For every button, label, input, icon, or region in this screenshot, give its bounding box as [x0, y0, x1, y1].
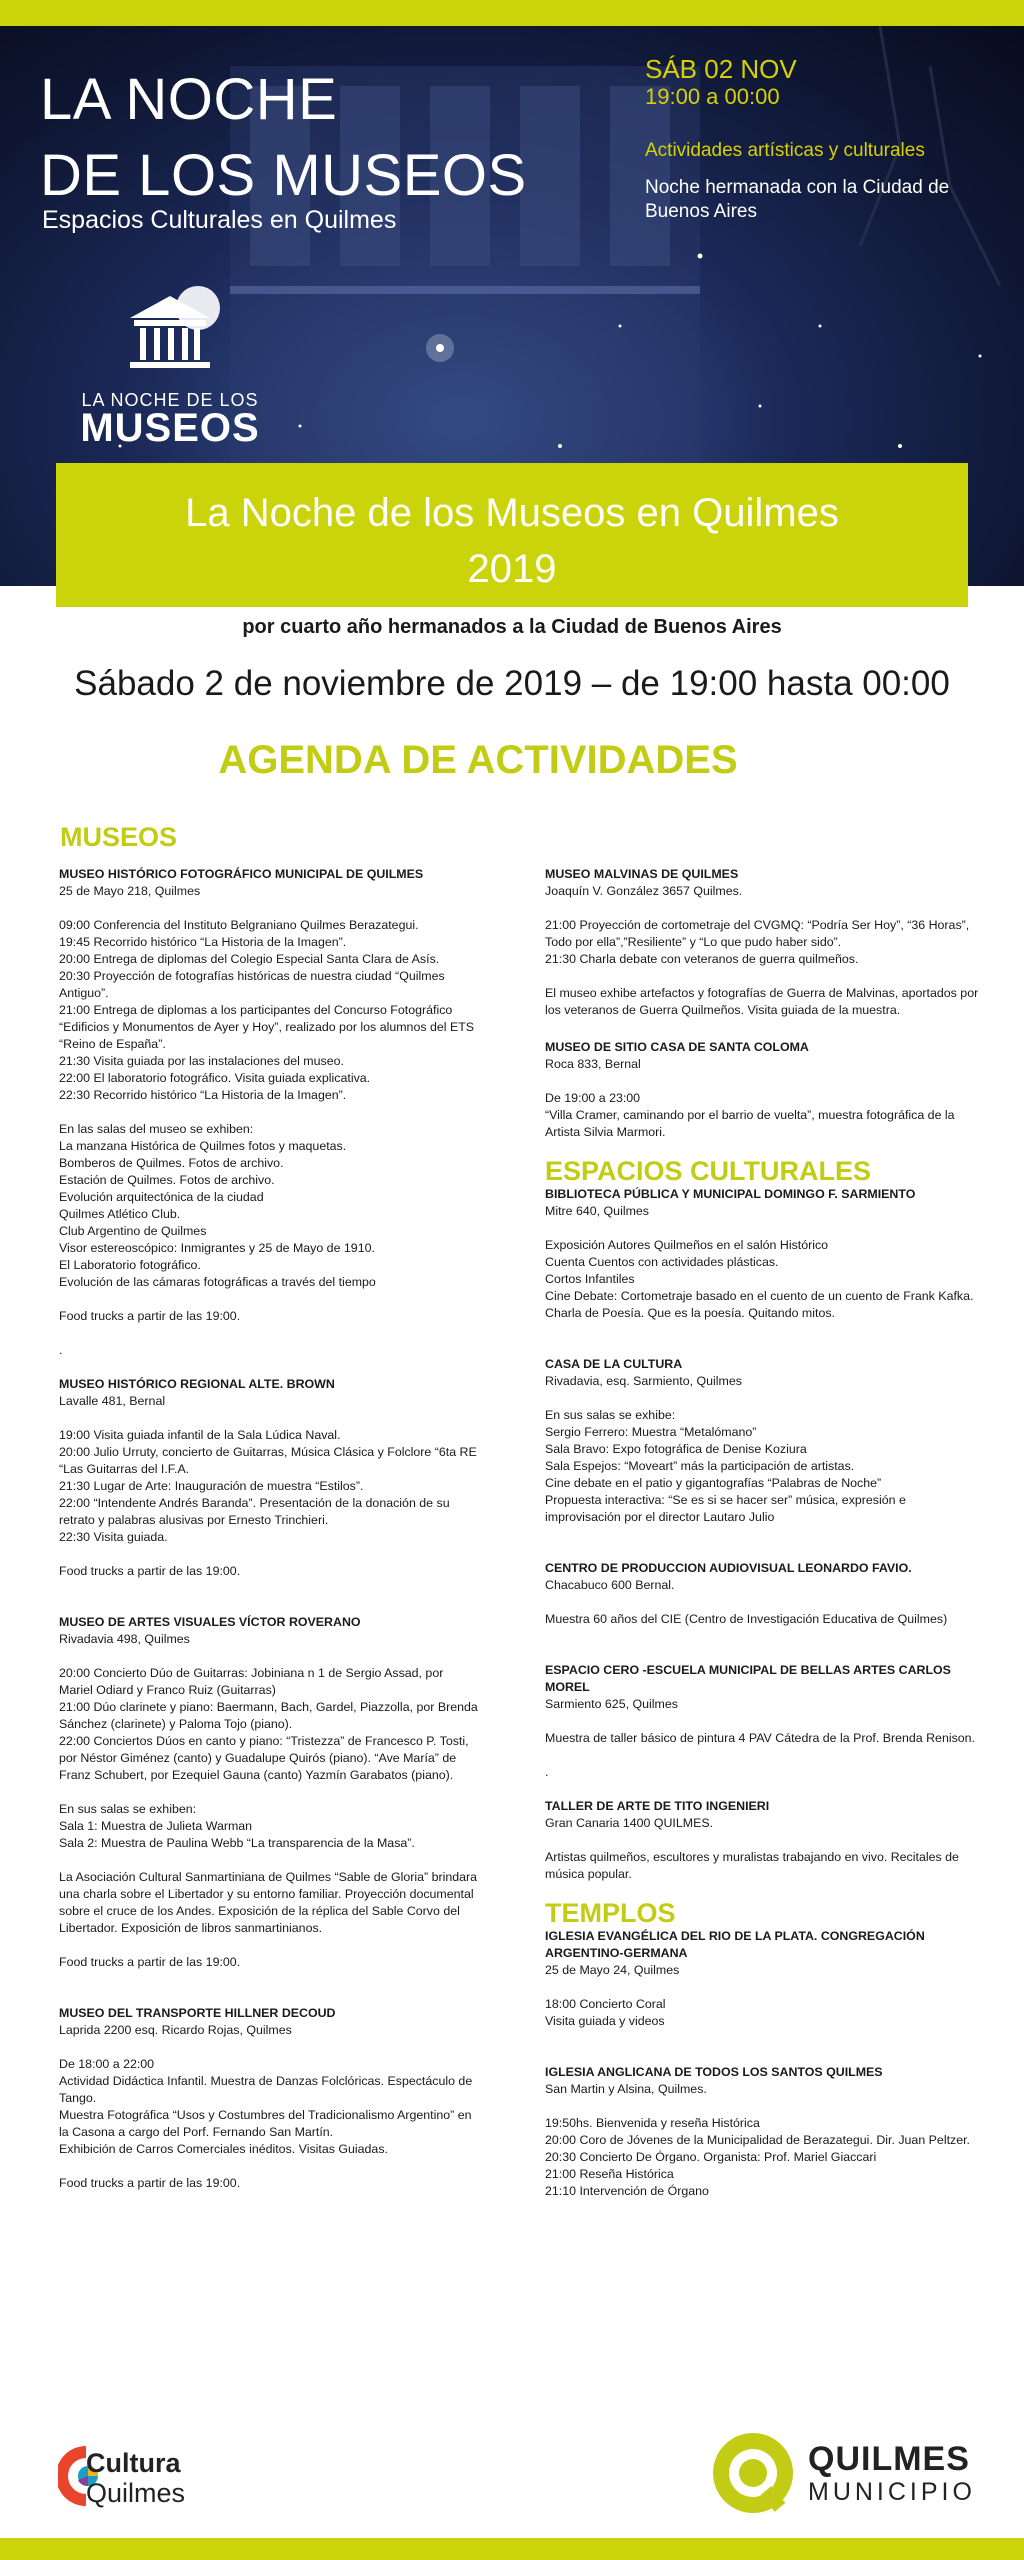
venue-address: 25 de Mayo 24, Quilmes	[545, 1963, 680, 1977]
exhibit-line: Evolución arquitectónica de la ciudad	[59, 1190, 264, 1204]
exhibit-line: Visor estereoscópico: Inmigrantes y 25 de Mayo de 1910.	[59, 1241, 375, 1255]
band-title	[56, 485, 968, 597]
venue-entry	[59, 1614, 479, 1971]
event-date: SÁB 02 NOV	[645, 54, 797, 84]
activity-line: 22:00 Conciertos Dúos en canto y piano: “Tristezza” de Francesco P. Tosti, por Néstor Giménez (canto) y Guadalupe Quirós (piano). “Ave María” de Franz Schubert, por Ezequiel Gauna (canto) Yazmín Garabatos (piano).	[59, 1734, 469, 1782]
museum-building-icon	[60, 276, 280, 386]
venue-entry	[545, 866, 985, 1019]
quilmes-municipio-wordmark	[808, 2440, 976, 2506]
activity-line: 19:50hs. Bienvenida y reseña Histórica	[545, 2116, 760, 2130]
activity-line: 19:45 Recorrido histórico “La Historia de la Imagen”.	[59, 935, 347, 949]
municipio-word: MUNICIPIO	[808, 2478, 976, 2506]
activity-line: 19:00 Visita guiada infantil de la Sala Lúdica Naval.	[59, 1428, 341, 1442]
exhibit-line: Sala 1: Muestra de Julieta Warman	[59, 1819, 253, 1833]
exhibit-line: El Laboratorio fotográfico.	[59, 1258, 201, 1272]
section-heading-museos: MUSEOS	[60, 822, 178, 852]
venue-address: Sarmiento 625, Quilmes	[545, 1697, 678, 1711]
venue-name: TALLER DE ARTE DE TITO INGENIERI	[545, 1799, 770, 1813]
hero-title-line-1: LA NOCHE	[40, 67, 338, 132]
activity-line: Cuenta Cuentos con actividades plásticas.	[545, 1255, 779, 1269]
band-title-line-1: La Noche de los Museos en Quilmes	[185, 491, 839, 535]
activity-line: 22:00 El laboratorio fotográfico. Visita guiada explicativa.	[59, 1071, 371, 1085]
venue-entry	[59, 1376, 479, 1580]
exhibit-line: Estación de Quilmes. Fotos de archivo.	[59, 1173, 275, 1187]
venue-name: CENTRO DE PRODUCCION AUDIOVISUAL LEONARDO FAVIO.	[545, 1561, 912, 1575]
activity-line: 21:30 Lugar de Arte: Inauguración de muestra “Estilos”.	[59, 1479, 364, 1493]
event-date-line: Sábado 2 de noviembre de 2019 – de 19:00 hasta 00:00	[74, 664, 950, 703]
title-band	[56, 463, 968, 607]
activity-line: 18:00 Concierto Coral	[545, 1997, 666, 2011]
quilmes-municipio-logo-icon	[708, 2428, 798, 2518]
venue-name: BIBLIOTECA PÚBLICA Y MUNICIPAL DOMINGO F. SARMIENTO	[545, 1187, 916, 1201]
event-hours: 19:00 a 00:00	[645, 84, 780, 109]
activity-line: Exhibición de Carros Comerciales inéditos. Visitas Guiadas.	[59, 2142, 388, 2156]
section-heading-espacios: ESPACIOS CULTURALES	[545, 1156, 872, 1186]
right-column	[545, 866, 985, 2217]
venue-name: ESPACIO CERO -ESCUELA MUNICIPAL DE BELLAS ARTES CARLOS MOREL	[545, 1663, 951, 1694]
left-column	[59, 866, 479, 2209]
venue-name: CASA DE LA CULTURA	[545, 1357, 683, 1371]
activity-line: 09:00 Conferencia del Instituto Belgraniano Quilmes Berazategui.	[59, 918, 419, 932]
venue-address: Rivadavia, esq. Sarmiento, Quilmes	[545, 1374, 742, 1388]
cultura-word: Cultura	[86, 2448, 181, 2478]
activity-line: Muestra 60 años del CIE (Centro de Investigación Educativa de Quilmes)	[545, 1612, 948, 1626]
exhibit-line: La manzana Histórica de Quilmes fotos y maquetas.	[59, 1139, 347, 1153]
activity-line: Muestra de taller básico de pintura 4 PAV Cátedra de la Prof. Brenda Renison.	[545, 1731, 976, 1745]
activity-line: 20:00 Coro de Jóvenes de la Municipalidad de Berazategui. Dir. Juan Peltzer.	[545, 2133, 970, 2147]
venue-description: El museo exhibe artefactos y fotografías de Guerra de Malvinas, aportados por los veteranos de Guerra Quilmeños. Visita guiada de la muestra.	[545, 986, 979, 1017]
food-trucks-note: Food trucks a partir de las 19:00.	[59, 1309, 241, 1323]
exhibit-heading: En sus salas se exhiben:	[59, 1802, 197, 1816]
exhibit-line: Club Argentino de Quilmes	[59, 1224, 207, 1238]
venue-address: San Martin y Alsina, Quilmes.	[545, 2082, 707, 2096]
venue-entry	[59, 866, 479, 1359]
exhibit-heading: En las salas del museo se exhiben:	[59, 1122, 254, 1136]
exhibit-line: Sala Bravo: Expo fotográfica de Denise Koziura	[545, 1442, 807, 1456]
activity-line: Visita guiada y videos	[545, 2014, 665, 2028]
exhibit-line: Sala 2: Muestra de Paulina Webb “La transparencia de la Masa”.	[59, 1836, 415, 1850]
quilmes-word-bold: QUILMES	[808, 2440, 970, 2478]
event-twinned-city: Noche hermanada con la Ciudad de Buenos Aires	[645, 177, 950, 222]
logo-text-museos: MUSEOS	[80, 406, 260, 450]
agenda-heading: AGENDA DE ACTIVIDADES	[218, 738, 738, 782]
venue-address: Rivadavia 498, Quilmes	[59, 1632, 190, 1646]
activity-line: 20:00 Julio Urruty, concierto de Guitarras, Música Clásica y Folclore “6ta RE “Las Guitarras del I.F.A.	[59, 1445, 477, 1476]
top-accent-bar	[0, 0, 1024, 26]
activity-line: Muestra Fotográfica “Usos y Costumbres del Tradicionalismo Argentino” en la Casona a cargo del Porf. Fernando San Martín.	[59, 2108, 472, 2139]
venue-entry	[545, 1039, 985, 1141]
activity-line: De 18:00 a 22:00	[59, 2057, 155, 2071]
logo-text-top: LA NOCHE DE LOS	[81, 390, 259, 410]
venue-name: IGLESIA ANGLICANA DE TODOS LOS SANTOS QUILMES	[545, 2065, 883, 2079]
activity-line: 21:30 Charla debate con veteranos de guerra quilmeños.	[545, 952, 859, 966]
venue-address: Roca 833, Bernal	[545, 1057, 641, 1071]
bottom-accent-bar	[0, 2538, 1024, 2560]
food-trucks-note: Food trucks a partir de las 19:00.	[59, 1564, 241, 1578]
activity-line: Exposición Autores Quilmeños en el salón Histórico	[545, 1238, 829, 1252]
activity-line: 21:00 Proyección de cortometraje del CVGMQ: “Podría Ser Hoy”, “36 Horas”, Todo por ella”,”Resiliente” y “Lo que pudo haber sido”.	[545, 918, 970, 949]
stray-dot: .	[59, 1343, 63, 1357]
exhibit-line: Quilmes Atlético Club.	[59, 1207, 181, 1221]
venue-address: Gran Canaria 1400 QUILMES.	[545, 1816, 714, 1830]
exhibit-line: Sala Espejos: “Moveart” más la participación de artistas.	[545, 1459, 855, 1473]
cultura-quilmes-wordmark	[86, 2448, 185, 2508]
activity-line: 21:00 Dúo clarinete y piano: Baermann, Bach, Gardel, Piazzolla, por Brenda Sánchez (clarinete) y Paloma Tojo (piano).	[59, 1700, 478, 1731]
twinned-note: por cuarto año hermanados a la Ciudad de Buenos Aires	[242, 616, 782, 638]
venue-address: Mitre 640, Quilmes	[545, 1204, 649, 1218]
food-trucks-note: Food trucks a partir de las 19:00.	[59, 2176, 241, 2190]
exhibit-line: Bomberos de Quilmes. Fotos de archivo.	[59, 1156, 284, 1170]
activity-line: 21:00 Entrega de diplomas a los participantes del Concurso Fotográfico “Edificios y Monumentos de Ayer y Hoy”, realizado por los alumnos del ETS “Reino de España”.	[59, 1003, 475, 1051]
activity-line: 21:00 Reseña Histórica	[545, 2167, 674, 2181]
exhibit-line: Cine debate en el patio y gigantografías “Palabras de Noche”	[545, 1476, 882, 1490]
stray-dot: .	[545, 1765, 549, 1779]
venue-entry	[545, 1662, 985, 1781]
activity-line: Actividad Didáctica Infantil. Muestra de Danzas Folclóricas. Espectáculo de Tango.	[59, 2074, 473, 2105]
venue-name: MUSEO HISTÓRICO FOTOGRÁFICO MUNICIPAL DE QUILMES	[59, 867, 424, 881]
hero-title	[40, 62, 540, 214]
venue-address: Laprida 2200 esq. Ricardo Rojas, Quilmes	[59, 2023, 292, 2037]
activity-line: Cortos Infantiles	[545, 1272, 635, 1286]
exhibit-line: Propuesta interactiva: “Se es si se hacer ser” música, expresión e improvisación por el director Lautaro Julio	[545, 1493, 906, 1524]
venue-name: IGLESIA EVANGÉLICA DEL RIO DE LA PLATA. CONGREGACIÓN ARGENTINO-GERMANA	[545, 1929, 925, 1960]
activity-line: 21:10 Intervención de Órgano	[545, 2184, 709, 2198]
association-note: La Asociación Cultural Sanmartiniana de Quilmes “Sable de Gloria” brindara una charla sobre el Libertador y su entorno familiar. Proyección documental sobre el cruce de los Andes. Exposición de la réplica del Sable Corvo del Libertador. Exposición de libros sanmartinianos.	[59, 1870, 478, 1935]
quilmes-word: Quilmes	[86, 2478, 186, 2508]
activity-line: 20:30 Concierto De Órgano. Organista: Prof. Mariel Giaccari	[545, 2150, 877, 2164]
activity-line: 21:30 Visita guiada por las instalaciones del museo.	[59, 1054, 344, 1068]
venue-name: MUSEO DE SITIO CASA DE SANTA COLOMA	[545, 1040, 809, 1054]
exhibit-line: Sergio Ferrero: Muestra “Metalómano”	[545, 1425, 757, 1439]
hero-subtitle: Espacios Culturales en Quilmes	[42, 206, 397, 234]
hero-title-line-2: DE LOS MUSEOS	[40, 143, 527, 208]
noche-museos-logo	[60, 276, 280, 450]
activity-line: “Villa Cramer, caminando por el barrio de vuelta”, muestra fotográfica de la Artista Silvia Marmori.	[545, 1108, 955, 1139]
activity-line: 22:00 “Intendente Andrés Baranda”. Presentación de la donación de su retrato y palabras alusivas por Ernesto Trinchieri.	[59, 1496, 450, 1527]
venue-entry	[545, 1356, 985, 1526]
venue-entry	[545, 2064, 985, 2200]
venue-entry	[545, 1186, 985, 1322]
activity-line: 20:00 Entrega de diplomas del Colegio Especial Santa Clara de Asís.	[59, 952, 440, 966]
activity-line: Charla de Poesía. Que es la poesía. Quitando mitos.	[545, 1306, 835, 1320]
venue-entry	[545, 1560, 985, 1628]
venue-name: MUSEO DEL TRANSPORTE HILLNER DECOUD	[59, 2006, 336, 2020]
activity-line: 20:00 Concierto Dúo de Guitarras: Jobiniana n 1 de Sergio Assad, por Mariel Odiard y Franco Ruiz (Guitarras)	[59, 1666, 444, 1697]
venue-address: Joaquín V. González 3657 Quilmes.	[545, 884, 743, 898]
venue-address: Lavalle 481, Bernal	[59, 1394, 166, 1408]
activity-line: Cine Debate: Cortometraje basado en el cuento de un cuento de Frank Kafka.	[545, 1289, 974, 1303]
venue-entry	[545, 1928, 985, 2030]
activity-line: 22:30 Recorrido histórico “La Historia de la Imagen”.	[59, 1088, 347, 1102]
activity-line: De 19:00 a 23:00	[545, 1091, 641, 1105]
activity-line: 22:30 Visita guiada.	[59, 1530, 168, 1544]
venue-entry	[545, 1798, 985, 1883]
venue-entry	[59, 2005, 479, 2192]
exhibit-heading: En sus salas se exhibe:	[545, 1408, 676, 1422]
venue-address: 25 de Mayo 218, Quilmes	[59, 884, 201, 898]
event-activities: Actividades artísticas y culturales	[645, 140, 925, 161]
activity-line: 20:30 Proyección de fotografías históricas de nuestra ciudad “Quilmes Antiguo”.	[59, 969, 445, 1000]
venue-name: MUSEO MALVINAS DE QUILMES	[545, 867, 739, 881]
venue-address: Chacabuco 600 Bernal.	[545, 1578, 675, 1592]
exhibit-line: Evolución de las cámaras fotográficas a través del tiempo	[59, 1275, 376, 1289]
venue-name: MUSEO HISTÓRICO REGIONAL ALTE. BROWN	[59, 1377, 335, 1391]
band-title-year: 2019	[467, 547, 557, 591]
food-trucks-note: Food trucks a partir de las 19:00.	[59, 1955, 241, 1969]
section-heading-templos: TEMPLOS	[545, 1898, 676, 1928]
activity-line: Artistas quilmeños, escultores y muralistas trabajando en vivo. Recitales de música popular.	[545, 1850, 959, 1881]
venue-name: MUSEO DE ARTES VISUALES VÍCTOR ROVERANO	[59, 1615, 361, 1629]
